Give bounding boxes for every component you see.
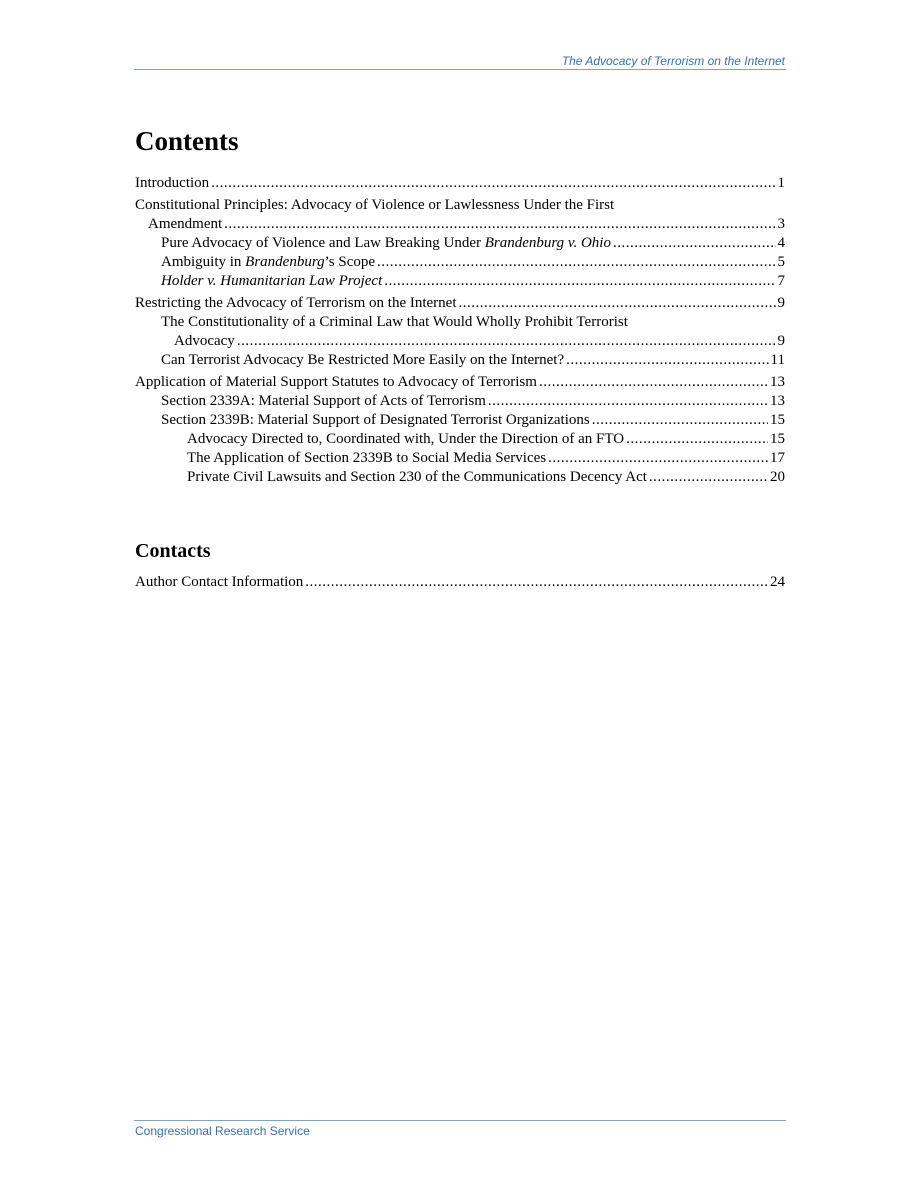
toc-entry[interactable]	[135, 449, 785, 468]
toc-entry[interactable]	[135, 234, 785, 253]
toc-entry-title	[161, 272, 382, 291]
toc-entry[interactable]	[135, 313, 785, 351]
toc-entry[interactable]	[135, 253, 785, 272]
dot-leader	[592, 411, 768, 430]
contacts-title: Contacts	[135, 540, 211, 562]
toc-entry-title-line: Constitutional Principles: Advocacy of Violence or Lawlessness Under the First	[135, 197, 615, 213]
running-footer: Congressional Research Service	[135, 1124, 310, 1138]
toc-page-number: 13	[770, 393, 785, 409]
toc-entry-title	[174, 332, 235, 351]
toc-page-number: 9	[777, 295, 785, 311]
toc-page-number: 15	[770, 412, 785, 428]
running-header: The Advocacy of Terrorism on the Internet	[561, 54, 785, 68]
toc-entry-title-part: Private Civil Lawsuits and Section 230 of the Communications Decency Act	[187, 469, 647, 485]
toc-entry[interactable]	[135, 196, 785, 234]
footer-rule	[134, 1120, 786, 1121]
toc-page-number: 15	[770, 431, 785, 447]
toc-entry-title-part: Introduction	[135, 175, 210, 191]
toc-entry-title	[161, 392, 486, 411]
toc-entry-title	[135, 573, 303, 592]
dot-leader	[237, 332, 776, 351]
toc-page-number: 1	[777, 175, 785, 191]
toc-entry-title	[135, 174, 209, 193]
dot-leader	[539, 373, 768, 392]
dot-leader	[211, 174, 775, 193]
toc-page-number: 5	[777, 254, 785, 270]
toc-page-number: 7	[777, 273, 785, 289]
contents-title: Contents	[135, 126, 239, 156]
dot-leader	[384, 272, 775, 291]
toc-page-number: 4	[777, 235, 785, 251]
toc-page-number: 3	[777, 216, 785, 232]
toc-entry[interactable]	[135, 392, 785, 411]
toc-entry-title	[187, 430, 624, 449]
toc-entry[interactable]	[135, 411, 785, 430]
toc-entry-title-part: Holder v. Humanitarian Law Project	[161, 273, 383, 289]
dot-leader	[613, 234, 776, 253]
toc-entry[interactable]	[135, 174, 785, 193]
toc-entry-title-part: Can Terrorist Advocacy Be Restricted More Easily on the Internet?	[161, 352, 565, 368]
toc-page-number: 20	[770, 469, 785, 485]
toc-entry-title-part: Advocacy	[174, 333, 235, 349]
dot-leader	[377, 253, 775, 272]
toc-entry-title-part: Advocacy Directed to, Coordinated with, Under the Direction of an FTO	[187, 431, 625, 447]
toc-entry-title	[161, 253, 375, 272]
toc-entry-title	[135, 373, 537, 392]
toc-entry[interactable]	[135, 573, 785, 592]
contacts-list	[135, 573, 785, 592]
toc-entry-title	[148, 215, 222, 234]
toc-entry[interactable]	[135, 373, 785, 392]
dot-leader	[649, 468, 768, 487]
toc-entry[interactable]	[135, 351, 785, 370]
toc-entry-title	[161, 234, 611, 253]
toc-entry-title-part: Pure Advocacy of Violence and Law Breaking Under	[161, 235, 485, 251]
toc-entry-title	[187, 449, 546, 468]
toc-entry-title-part: Restricting the Advocacy of Terrorism on the Internet	[135, 295, 457, 311]
toc-entry[interactable]	[135, 294, 785, 313]
dot-leader	[459, 294, 776, 313]
toc-entry-title-part: Brandenburg v. Ohio	[484, 235, 611, 251]
toc-entry-title-part: Brandenburg	[245, 254, 325, 270]
dot-leader	[305, 573, 768, 592]
toc-entry-title	[187, 468, 647, 487]
toc-entry-title-part: Author Contact Information	[135, 574, 304, 590]
toc-entry-title-part: Application of Material Support Statutes to Advocacy of Terrorism	[135, 374, 537, 390]
toc-page-number: 13	[770, 374, 785, 390]
toc-entry-title	[161, 411, 590, 430]
toc-entry-title-part: The Application of Section 2339B to Social Media Services	[187, 450, 547, 466]
toc-entry-title-part: Section 2339B: Material Support of Designated Terrorist Organizations	[161, 412, 590, 428]
toc-entry-title	[135, 294, 457, 313]
table-of-contents	[135, 174, 785, 487]
toc-entry-title-part: Ambiguity in	[161, 254, 246, 270]
dot-leader	[548, 449, 768, 468]
dot-leader	[626, 430, 768, 449]
dot-leader	[566, 351, 768, 370]
toc-page-number: 24	[770, 574, 785, 590]
dot-leader	[488, 392, 768, 411]
toc-entry-title-part: Amendment	[148, 216, 223, 232]
toc-page-number: 17	[770, 450, 785, 466]
toc-entry[interactable]	[135, 272, 785, 291]
dot-leader	[224, 215, 775, 234]
header-rule	[134, 69, 786, 70]
toc-entry[interactable]	[135, 468, 785, 487]
toc-entry-title-part: ’s Scope	[324, 254, 376, 270]
toc-page-number: 11	[770, 352, 785, 368]
toc-entry-title-part: Section 2339A: Material Support of Acts of Terrorism	[161, 393, 486, 409]
toc-entry[interactable]	[135, 430, 785, 449]
toc-page-number: 9	[777, 333, 785, 349]
toc-entry-title	[161, 351, 564, 370]
toc-entry-title-line: The Constitutionality of a Criminal Law that Would Wholly Prohibit Terrorist	[161, 314, 628, 330]
